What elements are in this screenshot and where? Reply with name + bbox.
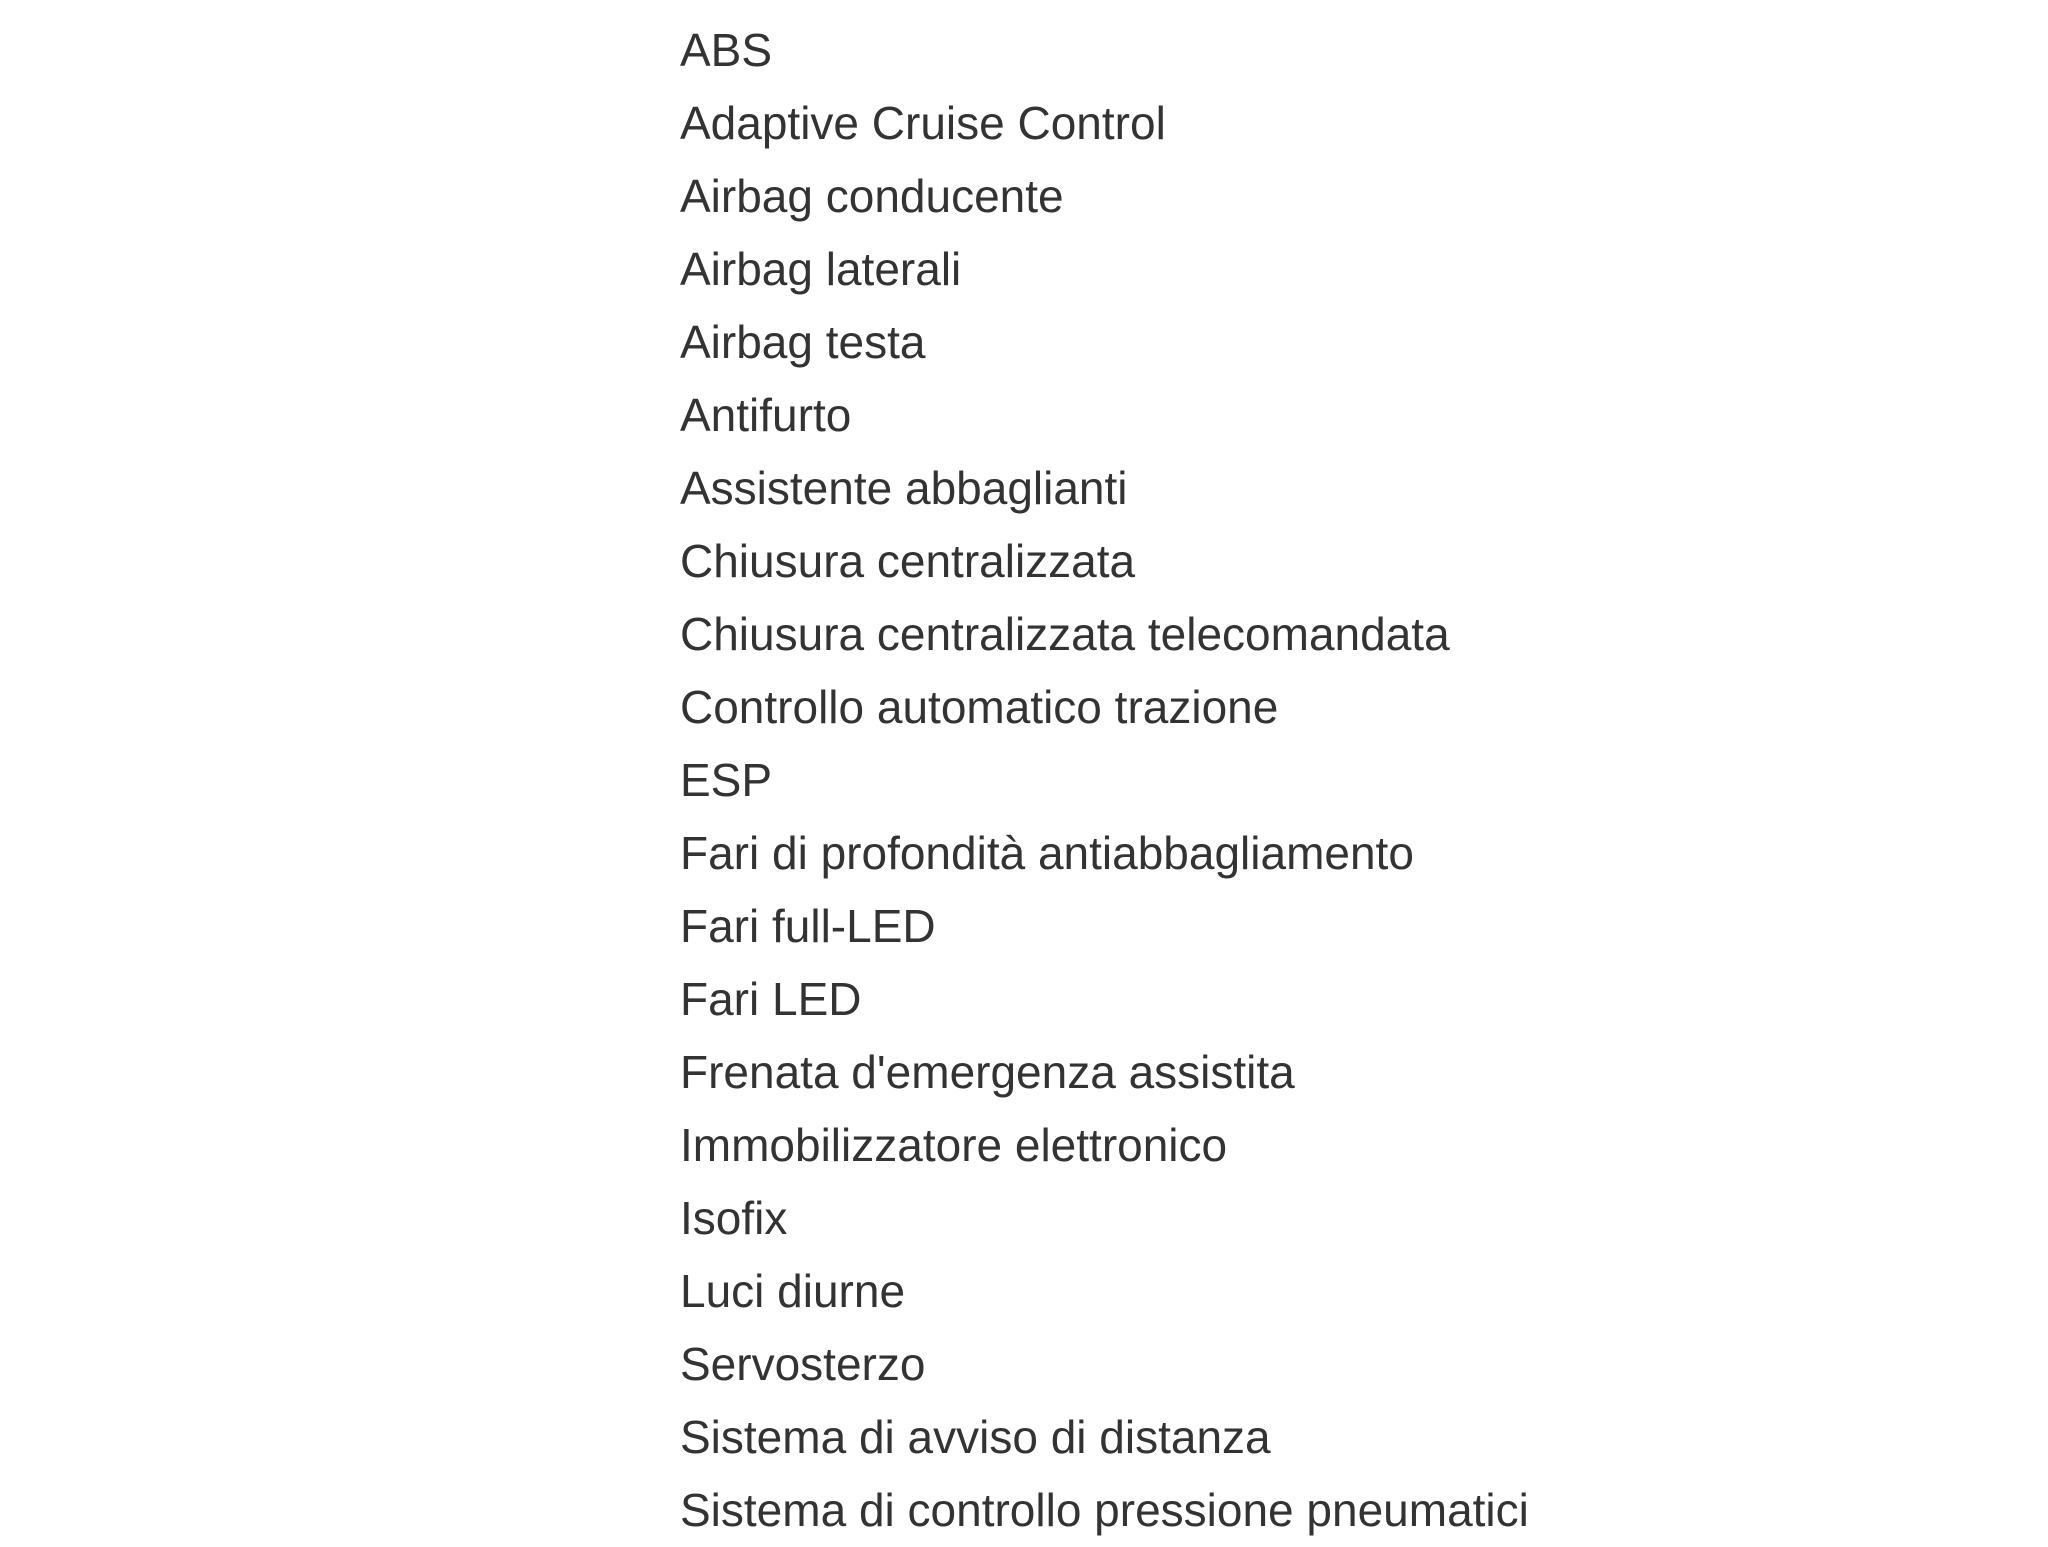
list-item: Sistema di avviso di distanza <box>680 1411 1271 1463</box>
list-item: Isofix <box>680 1192 788 1244</box>
list-item: Assistente abbaglianti <box>680 462 1128 514</box>
list-item: Airbag laterali <box>680 243 962 295</box>
list-item: Adaptive Cruise Control <box>680 97 1166 149</box>
list-item: Servosterzo <box>680 1338 926 1390</box>
list-item: Sistema di controllo pressione pneumatici <box>680 1484 1529 1536</box>
list-item: Airbag testa <box>680 316 926 368</box>
list-item: Luci diurne <box>680 1265 906 1317</box>
list-item: Fari full-LED <box>680 900 936 952</box>
list-item: Frenata d'emergenza assistita <box>680 1046 1295 1098</box>
list-item: Chiusura centralizzata <box>680 535 1136 587</box>
list-item: Controllo automatico trazione <box>680 681 1279 733</box>
list-item: Antifurto <box>680 389 852 441</box>
list-item: ABS <box>680 24 773 76</box>
list-item: Airbag conducente <box>680 170 1064 222</box>
list-item: Immobilizzatore elettronico <box>680 1119 1228 1171</box>
list-item: Fari LED <box>680 973 862 1025</box>
list-item: Chiusura centralizzata telecomandata <box>680 608 1450 660</box>
list-item: ESP <box>680 754 773 806</box>
feature-list <box>680 14 2000 1547</box>
list-item: Fari di profondità antiabbagliamento <box>680 827 1414 879</box>
